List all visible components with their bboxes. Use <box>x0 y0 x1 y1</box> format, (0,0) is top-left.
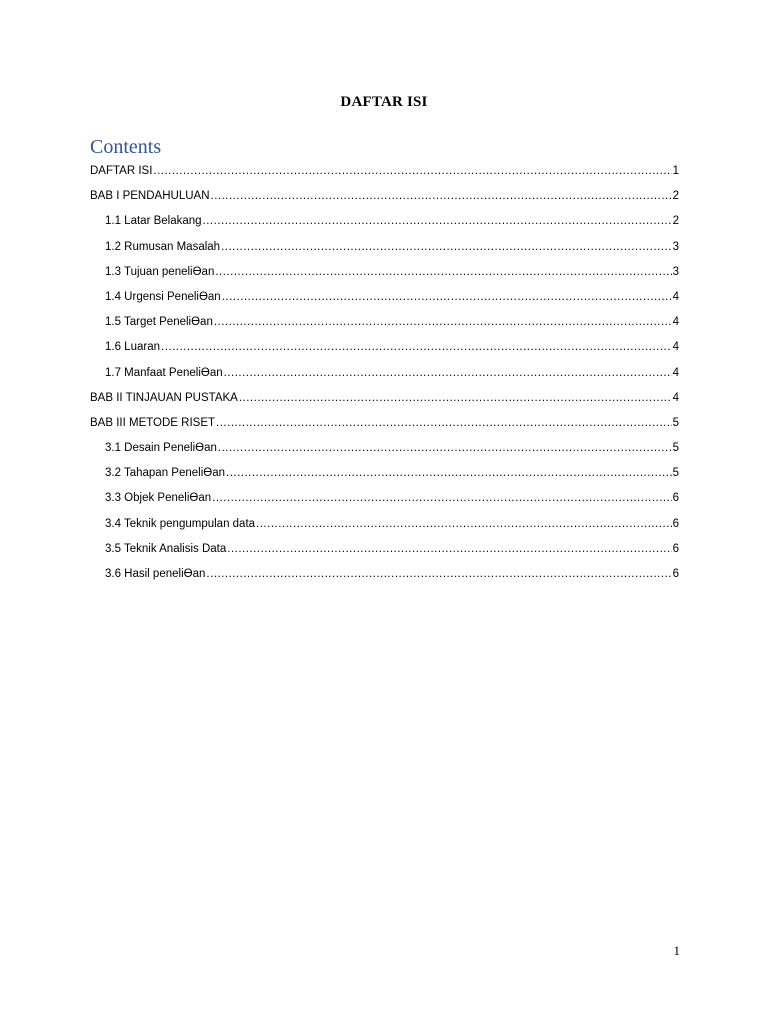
toc-dot-leader <box>222 287 672 307</box>
toc-entry-page: 4 <box>672 290 679 303</box>
toc-dot-leader <box>211 186 672 206</box>
toc-dot-leader <box>203 211 672 231</box>
toc-dot-leader <box>239 388 672 408</box>
toc-entry-label: 1.2 Rumusan Masalah <box>105 240 221 253</box>
toc-entry-page: 5 <box>672 416 679 429</box>
toc-entry-label: DAFTAR ISI <box>90 165 153 177</box>
toc-entry-page: 6 <box>672 517 679 530</box>
toc-entry-label: 1.3 Tujuan peneliƟan <box>105 265 215 278</box>
toc-entry-3-6[interactable] <box>90 564 679 589</box>
page-number: 1 <box>673 943 680 958</box>
toc-entry-label: BAB III METODE RISET <box>90 416 216 429</box>
toc-entry-label: BAB I PENDAHULUAN <box>90 190 210 203</box>
toc-entry-1-1[interactable] <box>90 211 679 236</box>
toc-entry-page: 6 <box>672 568 679 580</box>
toc-entry-label: BAB II TINJAUAN PUSTAKA <box>90 391 238 404</box>
toc-entry-page: 4 <box>672 391 679 404</box>
toc-entry-daftar-isi[interactable] <box>90 161 679 186</box>
toc-entry-page: 6 <box>672 492 679 505</box>
toc-entry-label: 1.7 Manfaat PeneliƟan <box>105 366 223 379</box>
toc-entry-page: 6 <box>672 542 679 555</box>
toc-entry-label: 3.4 Teknik pengumpulan data <box>105 517 256 530</box>
toc-entry-page: 2 <box>672 215 679 228</box>
toc-entry-label: 3.1 Desain PeneliƟan <box>105 442 217 455</box>
toc-entry-1-5[interactable] <box>90 312 679 337</box>
toc-entry-1-6[interactable] <box>90 337 679 362</box>
toc-dot-leader <box>215 262 671 282</box>
toc-entry-label: 1.1 Latar Belakang <box>105 215 202 228</box>
toc-dot-leader <box>226 463 672 483</box>
toc-entry-page: 1 <box>672 165 679 177</box>
toc-entry-label: 1.5 Target PeneliƟan <box>105 316 213 329</box>
toc-entry-page: 3 <box>672 265 679 278</box>
toc-entry-1-3[interactable] <box>90 262 679 287</box>
toc-entry-1-2[interactable] <box>90 237 679 262</box>
toc-entry-3-4[interactable] <box>90 514 679 539</box>
toc-entry-label: 3.2 Tahapan PeneliƟan <box>105 467 225 480</box>
toc-dot-leader <box>206 564 671 584</box>
page-title: DAFTAR ISI <box>340 94 428 110</box>
toc-dot-leader <box>216 413 672 433</box>
toc-entry-1-7[interactable] <box>90 363 679 388</box>
toc-entry-3-3[interactable] <box>90 488 679 513</box>
toc-dot-leader <box>161 337 672 357</box>
toc-entry-page: 4 <box>672 316 679 329</box>
toc-entry-page: 5 <box>672 442 679 455</box>
toc-dot-leader <box>212 488 671 508</box>
toc-entry-page: 2 <box>672 190 679 203</box>
toc-dot-leader <box>214 312 672 332</box>
toc-entry-label: 1.6 Luaran <box>105 341 160 354</box>
toc-dot-leader <box>153 161 671 181</box>
toc-entry-label: 3.3 Objek PeneliƟan <box>105 492 212 505</box>
toc-dot-leader <box>227 539 671 559</box>
toc-entry-page: 5 <box>672 467 679 480</box>
toc-entry-page: 4 <box>672 366 679 379</box>
toc-entry-page: 3 <box>672 240 679 253</box>
toc-entry-3-1[interactable] <box>90 438 679 463</box>
toc-entry-label: 1.4 Urgensi PeneliƟan <box>105 290 221 303</box>
table-of-contents <box>90 161 679 589</box>
toc-entry-bab-3[interactable] <box>90 413 679 438</box>
toc-entry-1-4[interactable] <box>90 287 679 312</box>
toc-dot-leader <box>256 514 672 534</box>
toc-dot-leader <box>218 438 672 458</box>
toc-entry-page: 4 <box>672 341 679 354</box>
toc-entry-label: 3.6 Hasil peneliƟan <box>105 568 206 580</box>
toc-entry-3-2[interactable] <box>90 463 679 488</box>
toc-entry-bab-1[interactable] <box>90 186 679 211</box>
toc-entry-label: 3.5 Teknik Analisis Data <box>105 542 227 555</box>
toc-dot-leader <box>224 363 672 383</box>
toc-entry-bab-2[interactable] <box>90 388 679 413</box>
toc-entry-3-5[interactable] <box>90 539 679 564</box>
contents-heading: Contents <box>90 136 162 158</box>
toc-dot-leader <box>221 237 672 257</box>
